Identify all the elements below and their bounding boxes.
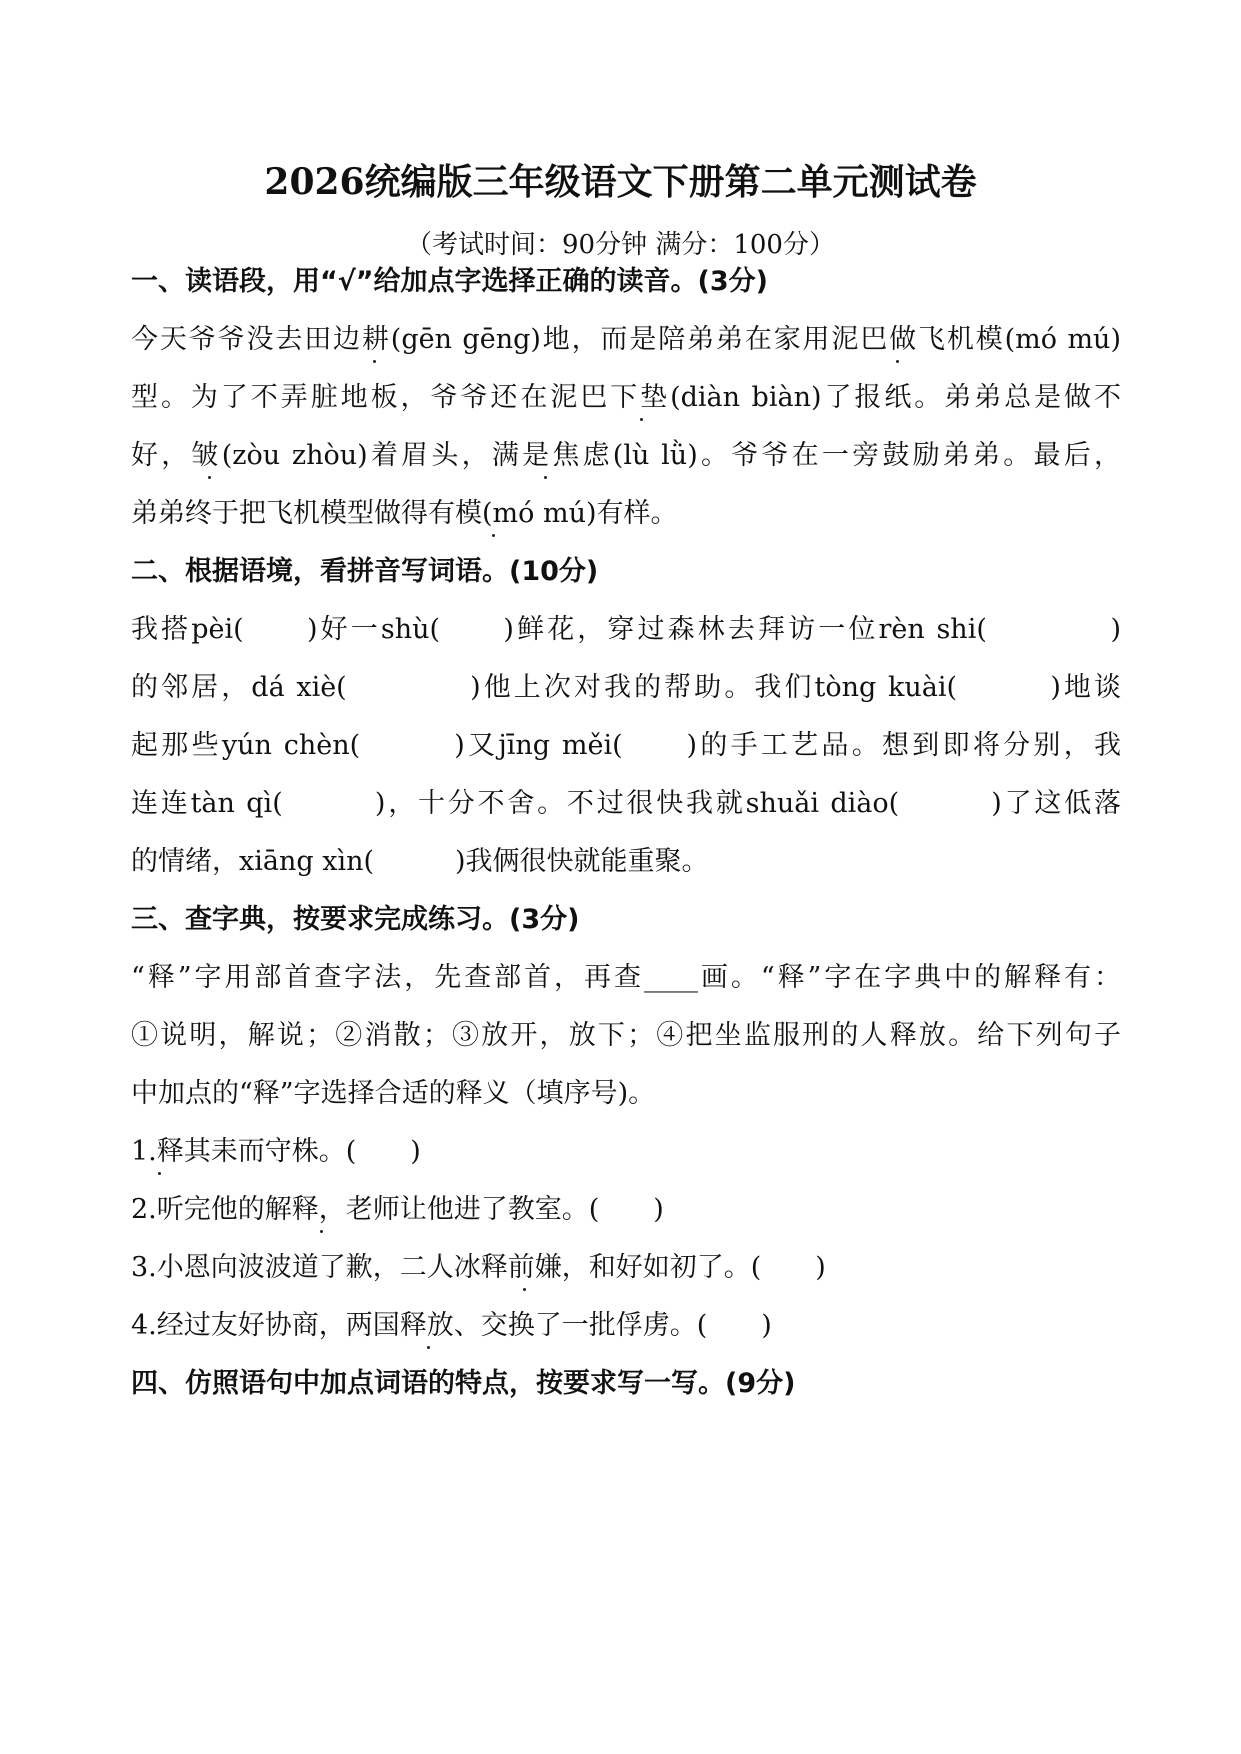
section-2-line: 的情绪，xiāng xìn( )我俩很快就能重聚。	[131, 846, 709, 877]
section-3-line: “释”字用部首查字法，先查部首，再查____画。“释”字在字典中的解释有：	[131, 962, 1121, 993]
emphasis-dot	[640, 418, 643, 421]
section-3-line: ①说明，解说；②消散；③放开，放下；④把坐监服刑的人释放。给下列句子	[131, 1020, 1121, 1051]
emphasis-dot	[896, 360, 899, 363]
emphasis-dot	[427, 1346, 430, 1349]
emphasis-dot	[544, 476, 547, 479]
page-title: 2026统编版三年级语文下册第二单元测试卷	[264, 161, 977, 203]
emphasis-dot	[492, 534, 495, 537]
question-item-1: 1.释其耒而守株。( )	[131, 1136, 421, 1167]
section-3-line: 中加点的“释”字选择合适的释义（填序号)。	[131, 1078, 656, 1109]
question-item-4: 4.经过友好协商，两国释放、交换了一批俘虏。( )	[131, 1310, 772, 1341]
section-1-line: 好，皱(zòu zhòu)着眉头，满是焦虑(lù lǜ)。爷爷在一旁鼓励弟弟。最后，	[131, 440, 1121, 471]
section-1-line: 型。为了不弄脏地板，爷爷还在泥巴下垫(diàn biàn)了报纸。弟弟总是做不	[131, 382, 1121, 413]
section-2-heading: 二、根据语境，看拼音写词语。(10分)	[131, 556, 599, 587]
section-1-line: 弟弟终于把飞机模型做得有模(mó mú)有样。	[131, 498, 678, 529]
question-item-2: 2.听完他的解释，老师让他进了教室。( )	[131, 1194, 664, 1225]
section-1-heading: 一、读语段，用“√”给加点字选择正确的读音。(3分)	[131, 266, 768, 297]
emphasis-dot	[158, 1172, 161, 1175]
exam-info: （考试时间：90分钟 满分：100分）	[406, 230, 835, 260]
emphasis-dot	[320, 1230, 323, 1233]
emphasis-dot	[208, 476, 211, 479]
section-2-line: 的邻居，dá xiè( )他上次对我的帮助。我们tòng kuài( )地谈	[131, 672, 1121, 703]
emphasis-dot	[373, 360, 376, 363]
section-1-line: 今天爷爷没去田边耕(gēn gēng)地，而是陪弟弟在家用泥巴做飞机模(mó mú)	[131, 324, 1121, 355]
question-item-3: 3.小恩向波波道了歉，二人冰释前嫌，和好如初了。( )	[131, 1252, 826, 1283]
section-3-heading: 三、查字典，按要求完成练习。(3分)	[131, 904, 580, 935]
section-2-line: 起那些yún chèn( )又jīng měi( )的手工艺品。想到即将分别，我	[131, 730, 1121, 761]
section-2-line: 我搭pèi( )好一shù( )鲜花，穿过森林去拜访一位rèn shi( )	[131, 614, 1121, 645]
emphasis-dot	[523, 1288, 526, 1291]
section-4-heading: 四、仿照语句中加点词语的特点，按要求写一写。(9分)	[131, 1368, 796, 1399]
section-2-line: 连连tàn qì( )，十分不舍。不过很快我就shuǎi diào( )了这低落	[131, 788, 1121, 819]
